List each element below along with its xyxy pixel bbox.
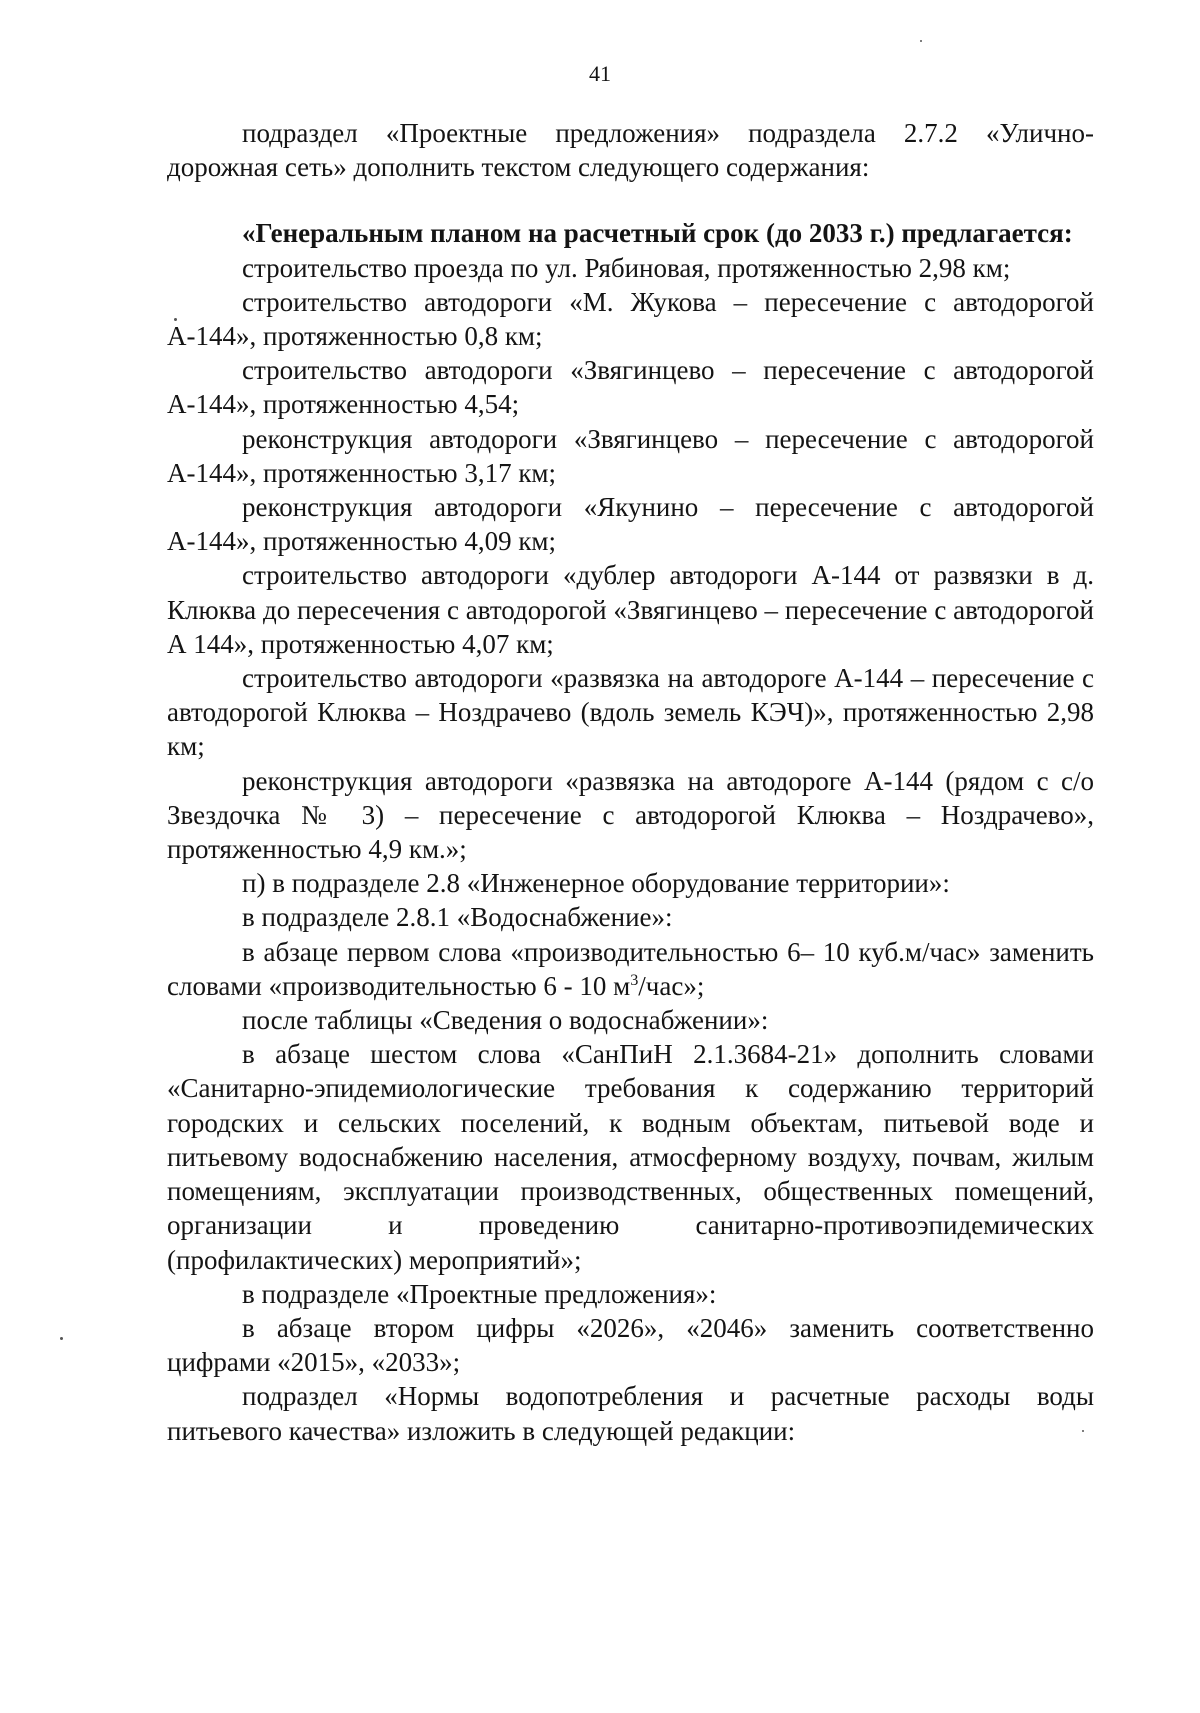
scan-speck xyxy=(920,40,922,42)
paragraph-item: строительство автодороги «М. Жукова – пересечение с автодорогой А-144», протяженностью 0,8 км; xyxy=(167,286,1094,352)
scan-speck xyxy=(174,318,177,321)
paragraph-text-after-superscript: /час»; xyxy=(638,970,705,1001)
paragraph-item: строительство проезда по ул. Рябиновая, протяженностью 2,98 км; xyxy=(242,252,1011,283)
scan-speck xyxy=(60,1337,63,1340)
superscript-exponent: 3 xyxy=(630,970,639,989)
page-number: 41 xyxy=(589,61,611,86)
paragraph-heading-bold: «Генеральным планом на расчетный срок (до 2033 г.) предлагается: xyxy=(242,218,1073,249)
paragraph-item: в абзаце шестом слова «СанПиН 2.1.3684-21» дополнить словами «Санитарно-эпидемиологические требования к содержанию территорий городских и сельских поселений, к водным объектам, питьевой воде и питьевому водоснабжению населения, атмосферному воздуху, почвам, жилым помещениям, эксплуатации производственных, общественных помещений, организации и проведению санитарно-противоэпидемических (профилактических) мероприятий»; xyxy=(167,1039,1094,1275)
paragraph-item: в абзаце втором цифры «2026», «2046» заменить соответственно цифрами «2015», «2033»; xyxy=(167,1312,1094,1378)
paragraph-item: п) в подразделе 2.8 «Инженерное оборудование территории»: xyxy=(242,868,950,899)
paragraph-item: строительство автодороги «Звягинцево – пересечение с автодорогой А-144», протяженностью 4,54; xyxy=(167,355,1094,420)
paragraph-item: в подразделе «Проектные предложения»: xyxy=(242,1278,717,1309)
paragraph-item: строительство автодороги «развязка на автодороге А-144 – пересечение с автодорогой Клюква – Ноздрачево (вдоль земель КЭЧ)», протяженностью 2,98 км; xyxy=(167,663,1094,762)
paragraph-item: реконструкция автодороги «развязка на автодороге А-144 (рядом с с/о Звездочка № 3) – пересечение с автодорогой Клюква – Ноздрачево», протяженностью 4,9 км.»; xyxy=(167,765,1094,865)
paragraph-item: в подразделе 2.8.1 «Водоснабжение»: xyxy=(242,902,673,933)
scan-speck xyxy=(1082,1430,1084,1432)
paragraph-intro: подраздел «Проектные предложения» подраздела 2.7.2 «Улично-дорожная сеть» дополнить текстом следующего содержания: xyxy=(167,118,1094,183)
document-body xyxy=(167,116,1094,1448)
paragraph-text-before-superscript: в абзаце первом слова «производительностью 6– 10 куб.м/час» заменить словами «производительностью 6 - 10 м xyxy=(167,936,1094,1001)
paragraph-item: реконструкция автодороги «Звягинцево – пересечение с автодорогой А-144», протяженностью 3,17 км; xyxy=(167,423,1094,488)
paragraph-item: после таблицы «Сведения о водоснабжении»: xyxy=(242,1005,769,1036)
paragraph-item: строительство автодороги «дублер автодороги А-144 от развязки в д. Клюква до пересечения с автодорогой «Звягинцево – пересечение с автодорогой А 144», протяженностью 4,07 км; xyxy=(167,560,1094,659)
paragraph-item: подраздел «Нормы водопотребления и расчетные расходы воды питьевого качества» изложить в следующей редакции: xyxy=(167,1381,1094,1446)
paragraph-item-superscript xyxy=(167,935,1094,1003)
paragraph-item: реконструкция автодороги «Якунино – пересечение с автодорогой А-144», протяженностью 4,09 км; xyxy=(167,492,1094,557)
